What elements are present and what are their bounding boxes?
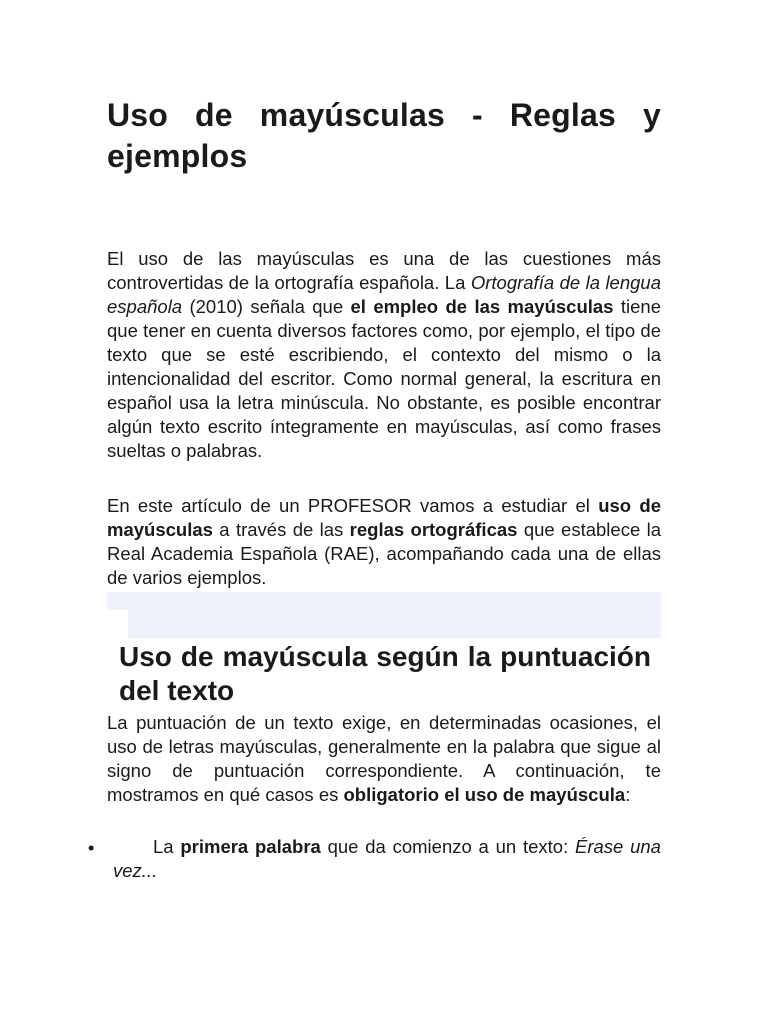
article-title: Uso de mayúsculas - Reglas y ejemplos	[107, 97, 661, 174]
second-text-1: En este artículo de un PROFESOR vamos a estudiar el	[107, 495, 599, 516]
section-text-1: La puntuación de un texto exige, en determinadas ocasiones, el uso de letras mayúsculas, generalmente en la palabra que sigue al signo de puntuación correspondiente. A continuación, te mostramos en qué casos es	[107, 712, 661, 805]
second-bold-1: uso de mayúsculas	[107, 495, 661, 540]
intro-bold-1: el empleo de las mayúsculas	[350, 296, 614, 317]
band-notch	[107, 610, 128, 638]
second-paragraph	[107, 494, 661, 590]
bullet-text-1: La	[153, 836, 181, 857]
section-heading: Uso de mayúscula según la puntuación del texto	[119, 641, 651, 706]
section-paragraph	[107, 711, 661, 807]
bullet-example: Érase una vez...	[113, 836, 661, 881]
bullet-bold-1: primera palabra	[180, 836, 321, 857]
intro-text-3: tiene que tener en cuenta diversos factores como, por ejemplo, el tipo de texto que se esté escribiendo, el contexto del mismo o la intencionalidad del escritor. Como normal general, la escritura en español usa la letra minúscula. No obstante, es posible encontrar algún texto escrito íntegramente en mayúsculas, así como frases sueltas o palabras.	[107, 296, 661, 461]
second-text-3: que establece la Real Academia Española (RAE), acompañando cada una de ellas de varios ejemplos.	[107, 519, 661, 588]
intro-text-2: (2010) señala que	[182, 296, 351, 317]
intro-text-1: El uso de las mayúsculas es una de las cuestiones más controvertidas de la ortografía española. La	[107, 248, 661, 293]
bullet-icon: •	[88, 838, 95, 858]
second-bold-2: reglas ortográficas	[349, 519, 518, 540]
book-title: Ortografía de la lengua española	[107, 272, 661, 317]
list-item-text	[113, 835, 661, 883]
bullet-text-2: que da comienzo a un texto:	[320, 836, 575, 857]
highlight-band	[107, 592, 661, 638]
section-text-2: :	[625, 784, 631, 805]
intro-paragraph	[107, 247, 661, 463]
section-bold-1: obligatorio el uso de mayúscula	[343, 784, 626, 805]
second-text-2: a través de las	[212, 519, 350, 540]
